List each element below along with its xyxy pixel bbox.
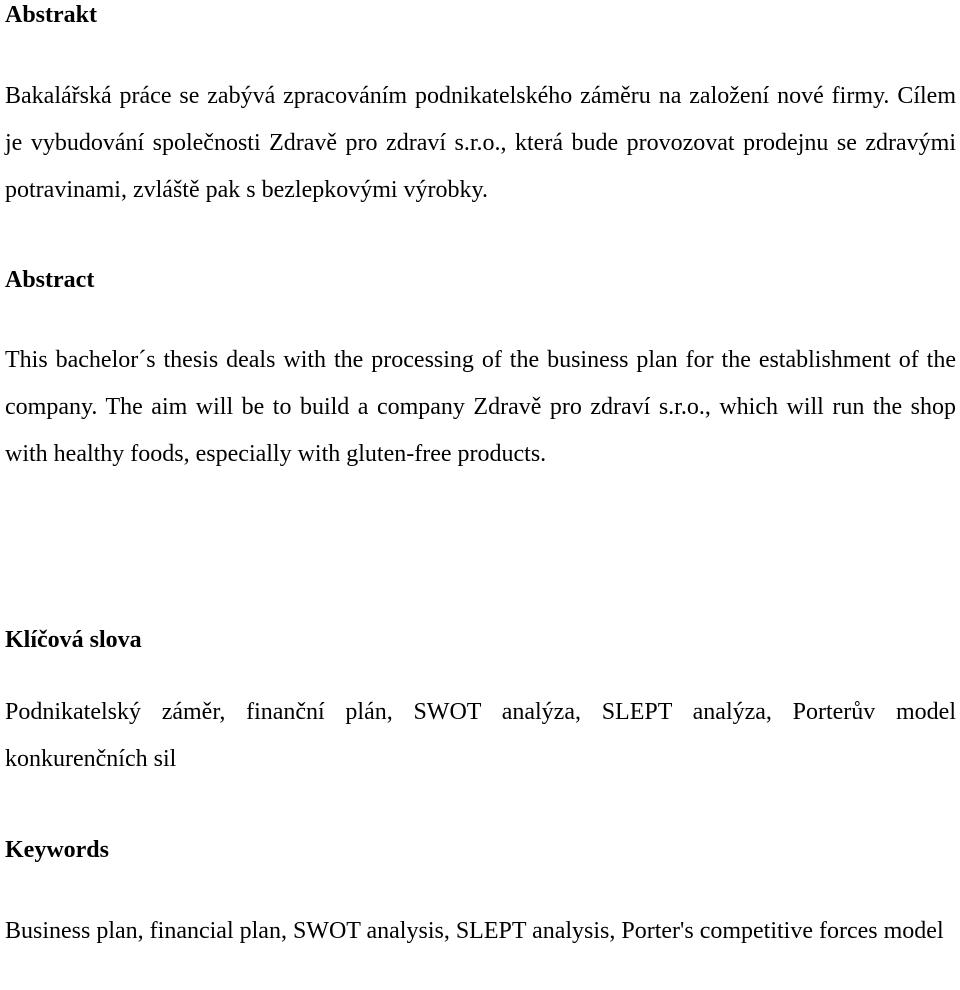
- keywords-heading: Keywords: [5, 837, 109, 863]
- abstract-heading: Abstract: [5, 267, 95, 293]
- abstract-paragraph: This bachelor´s thesis deals with the processing of the business plan for the establishment of the company. The aim will be to build a company Zdravě pro zdraví s.r.o., which will run the shop with healthy foods, especially with gluten-free products.: [5, 347, 956, 467]
- klicova-slova-heading: Klíčová slova: [5, 627, 142, 653]
- abstrakt-paragraph: Bakalářská práce se zabývá zpracováním podnikatelského záměru na založení nové firmy. Cílem je vybudování společnosti Zdravě pro zdraví s.r.o., která bude provozovat prodejnu se zdravými potravinami, zvláště pak s bezlepkovými výrobky.: [5, 83, 956, 203]
- klicova-slova-paragraph: Podnikatelský záměr, finanční plán, SWOT analýza, SLEPT analýza, Porterův model konkurenčních sil: [5, 699, 956, 772]
- abstrakt-heading: Abstrakt: [5, 2, 98, 28]
- keywords-paragraph: Business plan, financial plan, SWOT analysis, SLEPT analysis, Porter's competitive forces model: [5, 918, 944, 944]
